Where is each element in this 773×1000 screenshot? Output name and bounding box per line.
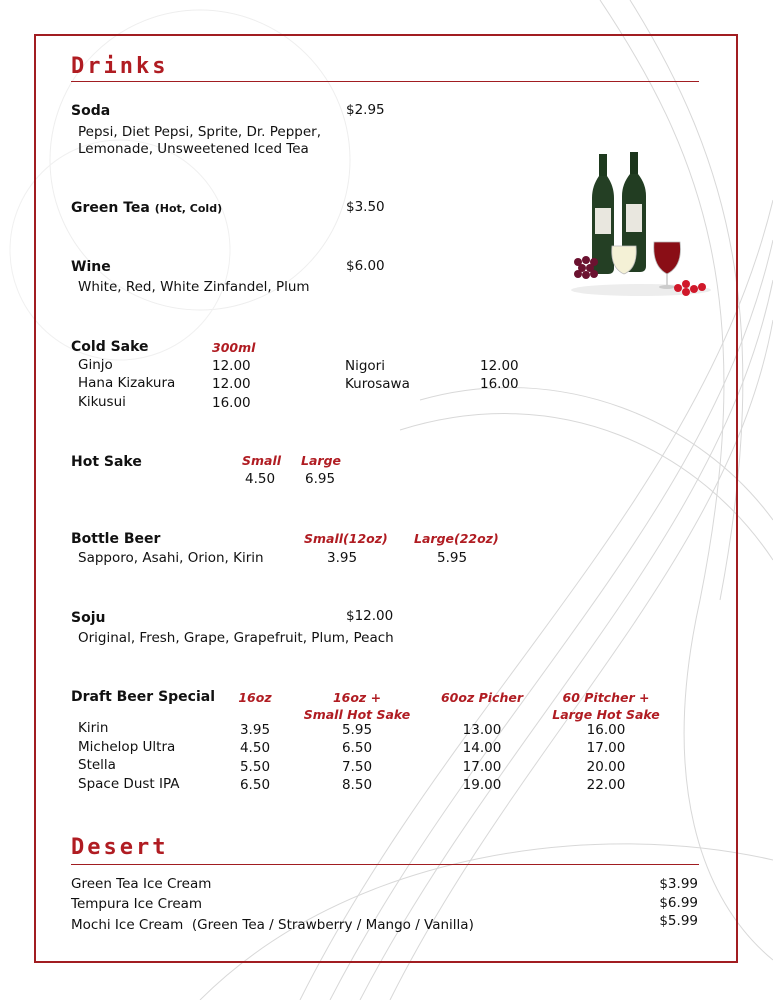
draft-header-16oz: 16oz <box>238 690 272 705</box>
soda-desc-line1: Pepsi, Diet Pepsi, Sprite, Dr. Pepper, <box>78 124 321 140</box>
bottle-beer-small-label: Small(12oz) <box>304 531 388 546</box>
desert-item-price: $3.99 <box>659 876 698 892</box>
draft-row-price: 4.50 <box>239 740 271 756</box>
bottle-beer-name: Bottle Beer <box>71 531 161 547</box>
bottle-beer-large-label: Large(22oz) <box>414 531 499 546</box>
desert-title: Desert <box>71 835 169 860</box>
green-tea-label: Green Tea <box>71 200 150 216</box>
cold-sake-item: Kurosawa <box>345 376 410 392</box>
draft-row-price: 22.00 <box>586 777 626 793</box>
draft-row-price: 5.50 <box>239 759 271 775</box>
bottle-beer-desc: Sapporo, Asahi, Orion, Kirin <box>78 550 264 566</box>
draft-row-price: 7.50 <box>341 759 373 775</box>
desert-item-name: Green Tea Ice Cream <box>71 876 212 892</box>
draft-row-name: Space Dust IPA <box>78 776 180 792</box>
draft-row-price: 6.50 <box>341 740 373 756</box>
soju-price: $12.00 <box>346 608 394 624</box>
draft-row-price: 6.50 <box>239 777 271 793</box>
wine-bottles-image <box>566 150 716 300</box>
hot-sake-large-label: Large <box>301 453 341 468</box>
draft-header-large-hot-sake: Large Hot Sake <box>552 707 660 722</box>
cold-sake-price: 16.00 <box>212 395 251 411</box>
draft-header-16oz-plus: 16oz + <box>332 690 382 705</box>
draft-header-60oz-picher: 60oz Picher <box>440 690 523 705</box>
drinks-divider <box>71 81 699 82</box>
cold-sake-item: Nigori <box>345 358 385 374</box>
cold-sake-price: 16.00 <box>480 376 519 392</box>
draft-row-price: 8.50 <box>341 777 373 793</box>
green-tea-price: $3.50 <box>346 199 385 215</box>
wine-price: $6.00 <box>346 258 385 274</box>
soda-desc-line2: Lemonade, Unsweetened Iced Tea <box>78 141 309 157</box>
cold-sake-item: Kikusui <box>78 394 126 410</box>
hot-sake-small-label: Small <box>242 453 282 468</box>
green-tea-name <box>71 200 222 216</box>
draft-row-price: 16.00 <box>586 722 626 738</box>
soda-name: Soda <box>71 103 111 119</box>
draft-header-60-pitcher-plus: 60 Pitcher + <box>562 690 650 705</box>
draft-row-name: Michelop Ultra <box>78 739 176 755</box>
draft-row-price: 3.95 <box>239 722 271 738</box>
hot-sake-name: Hot Sake <box>71 454 142 470</box>
desert-item-price: $5.99 <box>659 913 698 929</box>
drinks-title: Drinks <box>71 54 169 79</box>
draft-beer-name: Draft Beer Special <box>71 689 216 705</box>
draft-row-price: 14.00 <box>462 740 502 756</box>
soda-price: $2.95 <box>346 102 385 118</box>
wine-name: Wine <box>71 259 111 275</box>
draft-header-small-hot-sake: Small Hot Sake <box>303 707 411 722</box>
draft-row-name: Stella <box>78 757 116 773</box>
draft-row-price: 17.00 <box>462 759 502 775</box>
draft-row-price: 20.00 <box>586 759 626 775</box>
cold-sake-price: 12.00 <box>480 358 519 374</box>
soju-name: Soju <box>71 610 106 626</box>
desert-item-price: $6.99 <box>659 895 698 911</box>
soju-desc: Original, Fresh, Grape, Grapefruit, Plum, Peach <box>78 630 394 646</box>
draft-row-price: 13.00 <box>462 722 502 738</box>
cold-sake-price: 12.00 <box>212 376 251 392</box>
desert-item-name: Tempura Ice Cream <box>71 896 203 912</box>
draft-row-price: 17.00 <box>586 740 626 756</box>
bottle-beer-small-price: 3.95 <box>327 550 358 566</box>
draft-row-price: 19.00 <box>462 777 502 793</box>
green-tea-note: (Hot, Cold) <box>154 202 223 215</box>
draft-row-name: Kirin <box>78 720 109 736</box>
cold-sake-price: 12.00 <box>212 358 251 374</box>
bottle-beer-large-price: 5.95 <box>437 550 468 566</box>
desert-divider <box>71 864 699 865</box>
cold-sake-item: Ginjo <box>78 357 113 373</box>
wine-desc: White, Red, White Zinfandel, Plum <box>78 279 310 295</box>
cold-sake-name: Cold Sake <box>71 339 149 355</box>
draft-row-price: 5.95 <box>341 722 373 738</box>
desert-item-name: Mochi Ice Cream (Green Tea / Strawberry / Mango / Vanilla) <box>71 917 474 933</box>
cold-sake-item: Hana Kizakura <box>78 375 176 391</box>
cold-sake-size-label: 300ml <box>212 340 256 355</box>
hot-sake-large-price: 6.95 <box>305 471 336 487</box>
hot-sake-small-price: 4.50 <box>245 471 276 487</box>
